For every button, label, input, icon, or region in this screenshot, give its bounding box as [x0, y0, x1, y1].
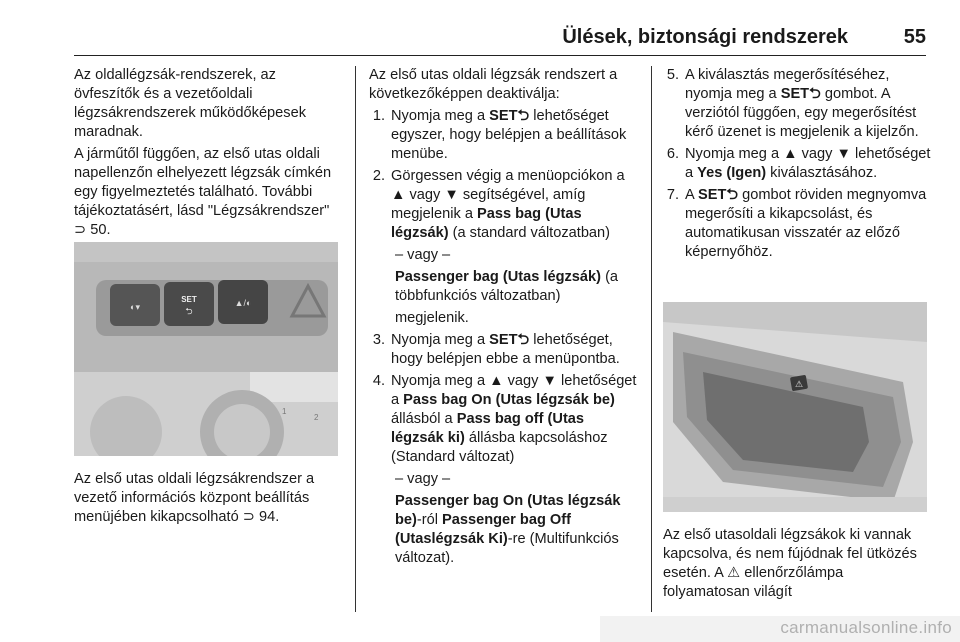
list-item: 6. Nyomja meg a ▲ vagy ▼ lehetőséget a Yes (Igen) kiválasztásához.	[666, 146, 931, 181]
figure-caption: Az első utas oldali légzsákrendszer a vezető információs központ beállítás menüjében kikapcsolható ⊃ 94.	[74, 471, 315, 525]
dashboard-buttons-illustration	[74, 242, 338, 456]
paragraph: Az első utas oldali légzsák rendszert a következőképpen deaktiválja:	[369, 67, 618, 102]
column-divider	[355, 66, 356, 612]
column-1	[74, 66, 344, 243]
separator-text: – vagy –	[395, 247, 451, 263]
list-item: 3. Nyomja meg a SET⮌ lehetőséget, hogy belépjen ebbe a menüpontba.	[372, 332, 620, 367]
column-divider	[651, 66, 652, 612]
dashboard-buttons-figure	[74, 242, 338, 456]
page-number: 55	[903, 26, 926, 48]
column-2	[369, 66, 637, 571]
list-item: 2. Görgessen végig a menüopciókon a ▲ vagy ▼ segítségével, amíg megjelenik a Pass bag (Utas légzsák) (a standard változatban)	[372, 168, 625, 241]
svg-text:▲/◐: ▲/◐	[234, 298, 252, 308]
svg-text:⮌: ⮌	[185, 306, 193, 316]
paragraph: Az oldallégzsák-rendszerek, az övfeszítők és a vezetőoldali légzsákrendszerek működőképesek maradnak.	[74, 67, 307, 140]
list-item: 5. A kiválasztás megerősítéséhez, nyomja meg a SET⮌ gombot. A verziótól függően, egy megerősítést kérő üzenet is megjelenik a kijelzőn.	[666, 67, 919, 140]
watermark-bar	[600, 616, 960, 642]
paragraph: Passenger bag On (Utas légzsák be)-ról Passenger bag Off (Utaslégzsák Ki)-re (Multifunkciós változat).	[395, 493, 621, 566]
paragraph: Passenger bag (Utas légzsák) (a többfunkciós változatban)	[395, 269, 619, 304]
svg-text:2: 2	[314, 413, 319, 422]
figure-caption: Az első utasoldali légzsákok ki vannak kapcsolva, és nem fújódnak fel ütközés esetén. A ⚠ ellenőrzőlámpa folyamatosan világít	[663, 527, 917, 600]
svg-text:1: 1	[282, 407, 287, 416]
set-button-label: SET	[181, 295, 197, 304]
column-3	[663, 66, 933, 265]
paragraph: megjelenik.	[395, 310, 469, 326]
overhead-console-illustration	[663, 302, 927, 512]
page-header	[74, 22, 926, 56]
page-title: Ülések, biztonsági rendszerek	[562, 26, 848, 48]
airbag-off-icon: ⚠	[794, 380, 804, 390]
overhead-console-figure	[663, 302, 927, 512]
separator-text: – vagy –	[395, 471, 451, 487]
list-item: 7. A SET⮌ gombot röviden megnyomva megerősíti a kikapcsolást, és automatikusan visszatér az előző képernyőhöz.	[666, 187, 927, 260]
svg-text:◐▾: ◐▾	[130, 302, 140, 312]
watermark: carmanualsonline.info	[780, 618, 952, 637]
list-item: 1. Nyomja meg a SET⮌ lehetőséget egyszer, hogy belépjen a beállítások menübe.	[372, 108, 627, 162]
list-item: 4. Nyomja meg a ▲ vagy ▼ lehetőséget a Pass bag On (Utas légzsák be) állásból a Pass bag off (Utas légzsák ki) állásba kapcsoláshoz (Standard változat)	[372, 373, 637, 465]
paragraph: A járműtől függően, az első utas oldali napellenzőn elhelyezett légzsák címkén egy figyelmeztetés található. További tájékoztatásért, lásd "Légzsákrendszer" ⊃ 50.	[74, 146, 332, 238]
